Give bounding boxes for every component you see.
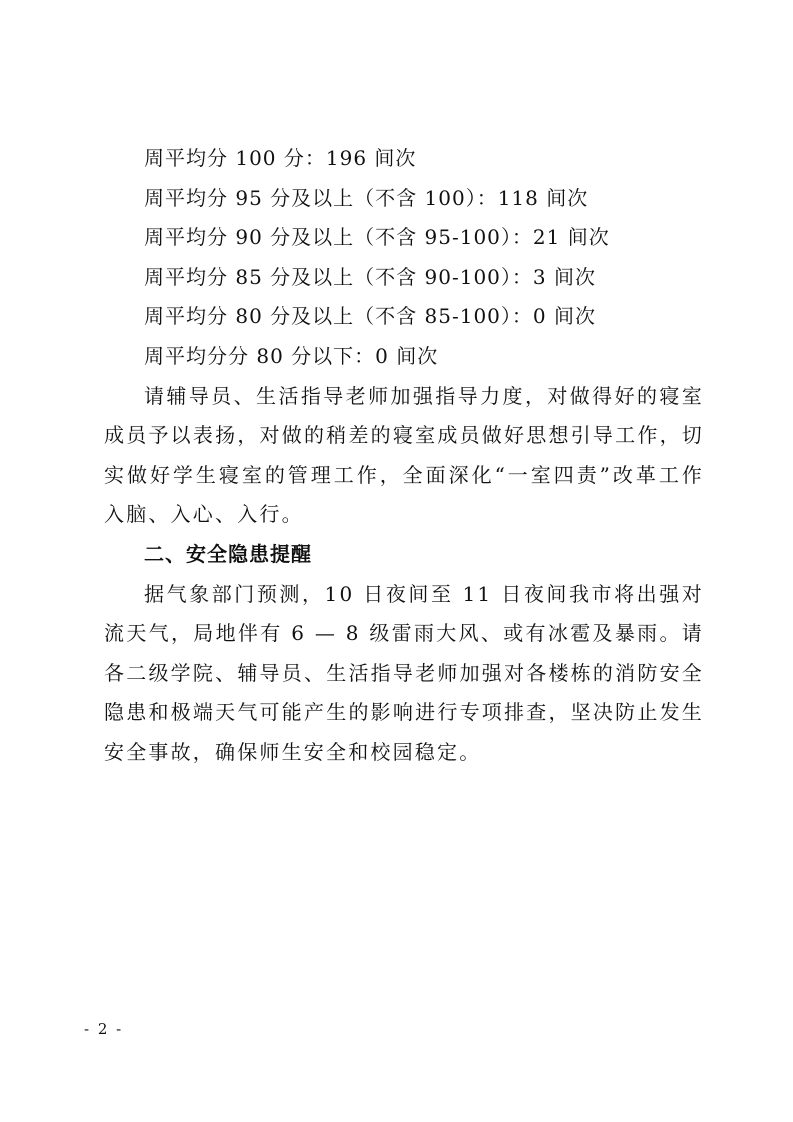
stat-line-95: 周平均分 95 分及以上（不含 100）：118 间次 (144, 185, 589, 210)
stat-line-85: 周平均分 85 分及以上（不含 90-100）：3 间次 (144, 264, 596, 289)
guidance-paragraph: 请辅导员、生活指导老师加强指导力度，对做得好的寝室成员予以表扬，对做的稍差的寝室成员做好思想引导工作，切实做好学生寝室的管理工作，全面深化“一室四责”改革工作入脑、入心、入行。 (104, 383, 704, 527)
document-body (104, 139, 704, 773)
section-heading-safety: 二、安全隐患提醒 (144, 541, 312, 566)
stat-line-80: 周平均分 80 分及以上（不含 85-100）：0 间次 (144, 304, 596, 329)
page-number: - 2 - (84, 1020, 124, 1038)
stat-line-90: 周平均分 90 分及以上（不含 95-100）：21 间次 (144, 225, 610, 250)
stat-line-100: 周平均分 100 分：196 间次 (144, 146, 417, 170)
stat-line-below-80: 周平均分分 80 分以下：0 间次 (144, 343, 439, 368)
safety-paragraph: 据气象部门预测，10 日夜间至 11 日夜间我市将出强对流天气，局地伴有 6 — 8 级雷雨大风、或有冰雹及暴雨。请各二级学院、辅导员、生活指导老师加强对各楼栋的消防安全隐患和极端天气可能产生的影响进行专项排查，坚决防止发生安全事故，确保师生安全和校园稳定。 (104, 581, 704, 764)
